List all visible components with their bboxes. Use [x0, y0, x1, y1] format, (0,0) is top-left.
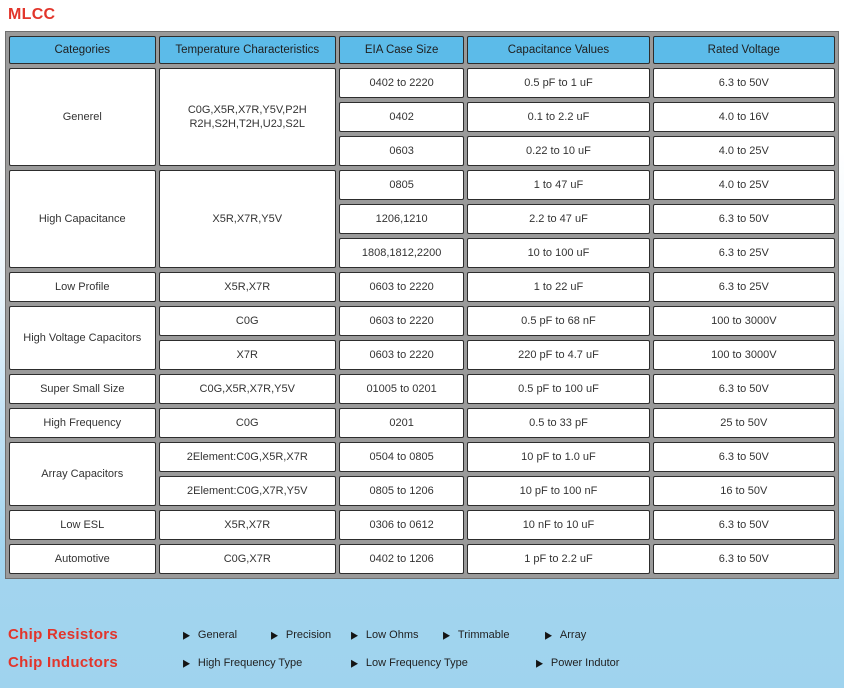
capacitance-cell: 10 pF to 100 nF: [467, 476, 649, 506]
inductor-item-label: Low Frequency Type: [365, 657, 468, 669]
category-cell-high-frequency: High Frequency: [9, 408, 156, 438]
resistor-item-trimmable[interactable]: [443, 629, 509, 641]
arrow-right-icon: ▶: [351, 656, 358, 669]
resistor-item-precision[interactable]: [271, 629, 331, 641]
voltage-cell: 6.3 to 50V: [653, 374, 835, 404]
capacitance-cell: 0.22 to 10 uF: [467, 136, 649, 166]
arrow-right-icon: ▶: [183, 628, 190, 641]
temperature-line: R2H,S2H,T2H,U2J,S2L: [189, 118, 305, 130]
voltage-cell: 4.0 to 16V: [653, 102, 835, 132]
arrow-right-icon: ▶: [443, 628, 450, 641]
temperature-cell: 2Element:C0G,X7R,Y5V: [159, 476, 336, 506]
arrow-right-icon: ▶: [271, 628, 278, 641]
case-size-cell: 1206,1210: [339, 204, 464, 234]
header-case-size: EIA Case Size: [339, 36, 464, 64]
temperature-cell: X5R,X7R: [159, 272, 336, 302]
voltage-cell: 6.3 to 25V: [653, 272, 835, 302]
case-size-cell: 0504 to 0805: [339, 442, 464, 472]
capacitance-cell: 10 pF to 1.0 uF: [467, 442, 649, 472]
resistor-item-label: Array: [559, 629, 587, 641]
category-cell-low-profile: Low Profile: [9, 272, 156, 302]
arrow-right-icon: ▶: [183, 656, 190, 669]
inductor-item-low-frequency[interactable]: [351, 657, 468, 669]
header-capacitance: Capacitance Values: [467, 36, 649, 64]
case-size-cell: 0306 to 0612: [339, 510, 464, 540]
capacitance-cell: 1 to 47 uF: [467, 170, 649, 200]
resistor-item-label: Low Ohms: [365, 629, 419, 641]
temperature-cell: C0G,X7R: [159, 544, 336, 574]
capacitance-cell: 2.2 to 47 uF: [467, 204, 649, 234]
resistor-item-general[interactable]: [183, 629, 237, 641]
temperature-cell: X7R: [159, 340, 336, 370]
voltage-cell: 6.3 to 25V: [653, 238, 835, 268]
page-title: MLCC: [8, 6, 56, 23]
chip-resistors-heading: Chip Resistors: [8, 626, 119, 643]
voltage-cell: 6.3 to 50V: [653, 544, 835, 574]
case-size-cell: 0201: [339, 408, 464, 438]
category-cell-generel: Generel: [9, 68, 156, 166]
resistor-item-label: Precision: [285, 629, 332, 641]
case-size-cell: 0603 to 2220: [339, 340, 464, 370]
temperature-cell: C0G: [159, 408, 336, 438]
case-size-cell: 0805 to 1206: [339, 476, 464, 506]
inductor-item-high-frequency[interactable]: [183, 657, 302, 669]
table-row: [9, 170, 835, 200]
capacitance-cell: 0.1 to 2.2 uF: [467, 102, 649, 132]
voltage-cell: 6.3 to 50V: [653, 442, 835, 472]
arrow-right-icon: ▶: [545, 628, 552, 641]
table-row: [9, 408, 835, 438]
case-size-cell: 0805: [339, 170, 464, 200]
voltage-cell: 100 to 3000V: [653, 306, 835, 336]
resistor-item-label: General: [197, 629, 238, 641]
table-row: [9, 510, 835, 540]
resistor-item-low-ohms[interactable]: [351, 629, 419, 641]
arrow-right-icon: ▶: [536, 656, 543, 669]
case-size-cell: 0603: [339, 136, 464, 166]
case-size-cell: 01005 to 0201: [339, 374, 464, 404]
category-cell-automotive: Automotive: [9, 544, 156, 574]
table-row: [9, 374, 835, 404]
capacitance-cell: 0.5 pF to 100 uF: [467, 374, 649, 404]
category-cell-array: Array Capacitors: [9, 442, 156, 506]
capacitance-cell: 10 to 100 uF: [467, 238, 649, 268]
inductor-item-label: High Frequency Type: [197, 657, 303, 669]
voltage-cell: 6.3 to 50V: [653, 68, 835, 98]
chip-inductors-heading: Chip Inductors: [8, 654, 119, 671]
case-size-cell: 1808,1812,2200: [339, 238, 464, 268]
related-products-section: [0, 626, 844, 682]
voltage-cell: 6.3 to 50V: [653, 204, 835, 234]
temperature-cell: X5R,X7R,Y5V: [159, 170, 336, 268]
capacitance-cell: 0.5 pF to 68 nF: [467, 306, 649, 336]
capacitance-cell: 220 pF to 4.7 uF: [467, 340, 649, 370]
voltage-cell: 4.0 to 25V: [653, 170, 835, 200]
temperature-cell: [159, 68, 336, 166]
resistor-item-label: Trimmable: [457, 629, 510, 641]
table-row: [9, 272, 835, 302]
table-row: [9, 544, 835, 574]
header-temperature: Temperature Characteristics: [159, 36, 336, 64]
header-row: [9, 36, 835, 64]
chip-inductors-row: [0, 654, 844, 682]
voltage-cell: 6.3 to 50V: [653, 510, 835, 540]
capacitance-cell: 0.5 pF to 1 uF: [467, 68, 649, 98]
table-row: [9, 68, 835, 98]
table-row: [9, 442, 835, 472]
mlcc-table: [5, 31, 839, 579]
category-cell-high-capacitance: High Capacitance: [9, 170, 156, 268]
header-voltage: Rated Voltage: [653, 36, 835, 64]
inductor-item-power-inductor[interactable]: [536, 657, 619, 669]
voltage-cell: 16 to 50V: [653, 476, 835, 506]
voltage-cell: 100 to 3000V: [653, 340, 835, 370]
case-size-cell: 0402: [339, 102, 464, 132]
case-size-cell: 0402 to 1206: [339, 544, 464, 574]
temperature-cell: 2Element:C0G,X5R,X7R: [159, 442, 336, 472]
temperature-line: C0G,X5R,X7R,Y5V,P2H: [187, 103, 307, 116]
case-size-cell: 0603 to 2220: [339, 306, 464, 336]
chip-resistors-row: [0, 626, 844, 654]
resistor-item-array[interactable]: [545, 629, 586, 641]
temperature-cell: X5R,X7R: [159, 510, 336, 540]
table-row: [9, 306, 835, 336]
temperature-cell: C0G,X5R,X7R,Y5V: [159, 374, 336, 404]
temperature-cell: C0G: [159, 306, 336, 336]
arrow-right-icon: ▶: [351, 628, 358, 641]
case-size-cell: 0603 to 2220: [339, 272, 464, 302]
capacitance-cell: 1 pF to 2.2 uF: [467, 544, 649, 574]
capacitance-cell: 10 nF to 10 uF: [467, 510, 649, 540]
capacitance-cell: 0.5 to 33 pF: [467, 408, 649, 438]
category-cell-low-esl: Low ESL: [9, 510, 156, 540]
category-cell-super-small: Super Small Size: [9, 374, 156, 404]
category-cell-high-voltage: High Voltage Capacitors: [9, 306, 156, 370]
inductor-item-label: Power Indutor: [550, 657, 620, 669]
capacitance-cell: 1 to 22 uF: [467, 272, 649, 302]
header-categories: Categories: [9, 36, 156, 64]
voltage-cell: 25 to 50V: [653, 408, 835, 438]
voltage-cell: 4.0 to 25V: [653, 136, 835, 166]
case-size-cell: 0402 to 2220: [339, 68, 464, 98]
